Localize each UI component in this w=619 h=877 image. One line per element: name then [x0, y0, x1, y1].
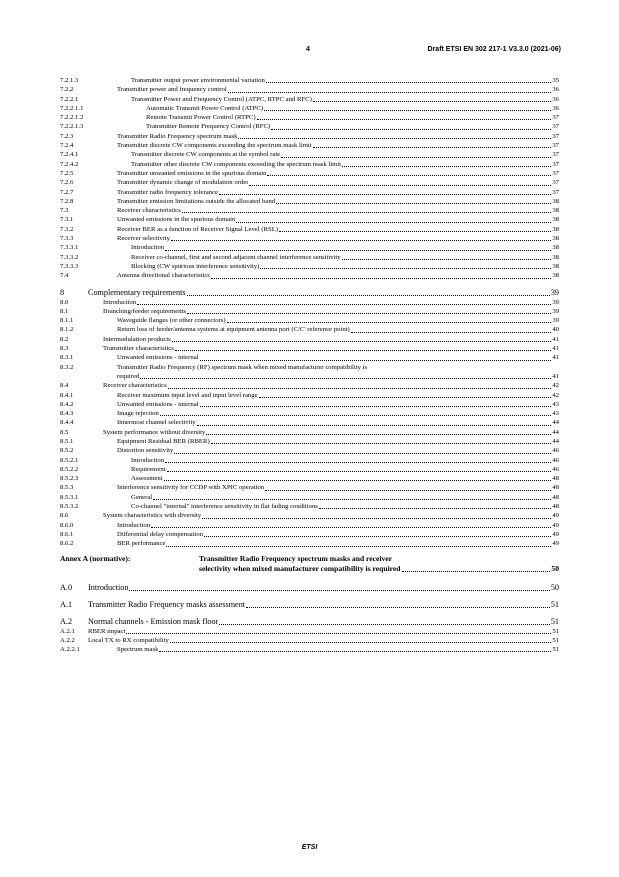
footer-etsi: ETSI — [301, 844, 318, 851]
toc-page: 38 — [552, 225, 559, 233]
toc-leader — [260, 268, 551, 269]
toc-num: 7.2.2.1 — [60, 95, 79, 103]
toc-num: A.2.1 — [60, 627, 75, 635]
toc-entry[interactable] — [60, 122, 559, 131]
toc-num: 8.3 — [60, 345, 69, 353]
toc-title: System performance without diversity — [103, 428, 206, 436]
toc-page: 37 — [552, 169, 559, 177]
toc-title: Complementary requirements — [88, 287, 186, 297]
toc-title: Transmitter power and frequency control — [117, 86, 227, 94]
toc-leader — [166, 546, 551, 547]
toc-title: Transmitter discrete CW components at the symbol rate — [131, 151, 281, 159]
toc-page: 37 — [552, 160, 559, 168]
toc-page: 48 — [552, 475, 559, 483]
annex-label: Annex A (normative): — [60, 553, 131, 563]
toc-num: 8.4.1 — [60, 391, 74, 399]
toc-leader — [281, 157, 551, 158]
toc-entry[interactable] — [60, 502, 559, 511]
toc-page: 37 — [552, 114, 559, 122]
toc-leader — [197, 425, 552, 426]
toc-num: 7.2.4.1 — [60, 151, 79, 159]
toc-page: 42 — [552, 391, 559, 399]
page-number: 4 — [306, 46, 310, 53]
toc-title: General — [131, 493, 153, 501]
toc-num: 7.2.1.3 — [60, 77, 79, 84]
toc-page: 39 — [552, 298, 559, 306]
toc-leader — [342, 166, 551, 167]
toc-title: Interference sensitivity for CCDP with XPIC operation — [117, 484, 265, 492]
toc-leader — [238, 138, 551, 139]
toc-num: 8.1 — [60, 307, 69, 315]
toc-title: Transmitter output power environmental variation — [131, 77, 265, 84]
toc-leader — [259, 397, 552, 398]
toc-leader — [342, 259, 552, 260]
toc-num: 8.0 — [60, 298, 69, 306]
toc-title: Transmitter emission limitations outside the allocated band — [117, 197, 276, 205]
toc-title: Transmitter Power and Frequency Control (ATPC, RTPC and RFC) — [131, 95, 312, 103]
toc-page: 41 — [552, 335, 559, 343]
toc-entry[interactable] — [60, 188, 559, 197]
toc-title: Transmitter discrete CW components exceeding the spectrum mask limit — [117, 142, 312, 150]
toc-entry[interactable] — [60, 150, 559, 159]
toc-title: Branching/feeder requirements — [103, 307, 186, 315]
toc-page: 37 — [552, 188, 559, 196]
toc-num: 7.3.3 — [60, 235, 74, 243]
toc-entry[interactable] — [60, 428, 559, 437]
toc-title: Introduction — [117, 521, 151, 529]
toc-leader — [236, 222, 551, 223]
toc-title: Transmitter Radio Frequency (RF) spectrum mask when mixed manufacturer compatibility is — [117, 363, 368, 371]
toc-page: 41 — [552, 372, 559, 380]
toc-title: Introduction — [131, 456, 165, 464]
toc-num: 8.5.3.2 — [60, 503, 79, 511]
toc-page: 38 — [552, 244, 559, 252]
table-of-contents — [60, 76, 559, 654]
toc-title: Blocking (CW spurious interference sensitivity) — [131, 262, 260, 270]
toc-leader — [313, 147, 552, 148]
toc-leader — [159, 651, 551, 652]
toc-num: 8.5.1 — [60, 437, 74, 445]
toc-title: Receiver selectivity — [117, 235, 170, 243]
toc-num: 8.5.3 — [60, 484, 74, 492]
toc-num: 8.4.2 — [60, 400, 74, 408]
toc-page: 39 — [552, 317, 559, 325]
toc-title: Automatic Transmit Power Control (ATPC) — [146, 104, 264, 112]
toc-leader — [313, 101, 551, 102]
toc-title: Introduction — [88, 582, 129, 592]
toc-entry[interactable] — [60, 511, 559, 520]
toc-entry[interactable] — [60, 113, 559, 122]
toc-entry[interactable] — [60, 178, 559, 187]
toc-title: Spectrum mask — [117, 646, 159, 654]
toc-title: Co-channel "internal" interference sensitivity in flat fading conditions — [131, 503, 318, 511]
toc-page: 38 — [552, 235, 559, 243]
annex-heading[interactable] — [60, 554, 559, 576]
toc-num: 8 — [60, 287, 65, 297]
toc-entry[interactable] — [60, 418, 559, 427]
toc-annex-a2[interactable] — [60, 616, 559, 627]
toc-leader — [168, 388, 552, 389]
toc-num: 8.6.0 — [60, 521, 74, 529]
toc-entry[interactable] — [60, 234, 559, 243]
toc-leader — [266, 82, 551, 83]
toc-leader — [276, 203, 551, 204]
toc-entry[interactable] — [60, 262, 559, 271]
toc-title: Equipment Residual BER (RBER) — [117, 437, 210, 445]
toc-leader — [206, 434, 551, 435]
toc-page: 37 — [552, 142, 559, 150]
toc-entry[interactable] — [60, 493, 559, 502]
toc-page: 36 — [552, 95, 559, 103]
toc-page: 37 — [552, 132, 559, 140]
toc-page: 51 — [550, 616, 559, 626]
toc-leader — [267, 175, 551, 176]
toc-page: 51 — [552, 646, 559, 654]
toc-entry[interactable] — [60, 160, 559, 169]
toc-leader — [219, 194, 551, 195]
toc-leader — [187, 295, 550, 296]
toc-title: Antenna directional characteristics — [117, 272, 210, 280]
toc-page: 38 — [552, 216, 559, 224]
toc-title: Transmitter Radio Frequency masks assessment — [88, 599, 246, 609]
toc-title: Return loss of feeder/antenna systems at equipment antenna port (C/C' reference point) — [117, 326, 350, 334]
toc-page: 51 — [552, 636, 559, 644]
toc-page: 38 — [552, 207, 559, 215]
toc-entry[interactable] — [60, 85, 559, 94]
toc-entry[interactable] — [60, 307, 559, 316]
toc-page: 48 — [552, 493, 559, 501]
toc-title: Receiver maximum input level and input level range — [117, 391, 258, 399]
toc-num: 8.5.2.3 — [60, 475, 79, 483]
toc-num: 8.6 — [60, 512, 69, 520]
toc-leader — [160, 415, 552, 416]
toc-page: 41 — [552, 345, 559, 353]
toc-entry[interactable] — [60, 325, 559, 334]
toc-leader — [153, 499, 551, 500]
toc-entry[interactable] — [60, 316, 559, 325]
toc-num: 8.6.2 — [60, 540, 74, 548]
toc-num: 8.4.3 — [60, 410, 74, 418]
toc-page: 49 — [552, 530, 559, 538]
toc-entry[interactable] — [60, 132, 559, 141]
toc-entry[interactable] — [60, 141, 559, 150]
toc-entry[interactable] — [60, 539, 559, 548]
toc-page: 46 — [552, 447, 559, 455]
toc-leader — [204, 536, 551, 537]
toc-num: 8.5.2.1 — [60, 456, 79, 464]
toc-page: 38 — [552, 272, 559, 280]
toc-annex-a0[interactable] — [60, 582, 559, 593]
toc-leader — [402, 571, 551, 572]
toc-title: RBER impact — [88, 627, 126, 635]
toc-page: 44 — [552, 437, 559, 445]
toc-title: Assessment — [131, 475, 163, 483]
toc-num: 8.1.1 — [60, 317, 74, 325]
annex-page: 50 — [551, 563, 559, 573]
toc-leader — [211, 443, 552, 444]
toc-leader — [182, 212, 552, 213]
toc-page: 44 — [552, 419, 559, 427]
toc-num: 8.4.4 — [60, 419, 74, 427]
toc-entry[interactable] — [60, 465, 559, 474]
toc-entry[interactable] — [60, 298, 559, 307]
toc-page: 51 — [550, 599, 559, 609]
toc-page: 48 — [552, 503, 559, 511]
toc-entry[interactable] — [60, 391, 559, 400]
toc-title: System characteristics with diversity — [103, 512, 202, 520]
toc-title: Transmitter characteristics — [103, 345, 174, 353]
toc-entry[interactable] — [60, 456, 559, 465]
toc-page: 37 — [552, 123, 559, 131]
toc-entry[interactable] — [60, 409, 559, 418]
toc-title: Transmitter dynamic change of modulation order — [117, 179, 249, 187]
toc-page: 51 — [552, 627, 559, 635]
toc-entry[interactable] — [60, 353, 559, 362]
toc-leader — [165, 250, 551, 251]
toc-entry[interactable] — [60, 76, 559, 85]
toc-title: Transmitter other discrete CW components exceeding the spectrum mask limit — [131, 160, 342, 168]
toc-page: 48 — [552, 484, 559, 492]
toc-title: Differential delay compensation — [117, 530, 204, 538]
toc-num: 8.5.2 — [60, 447, 74, 455]
toc-num: A.2.2 — [60, 636, 75, 644]
toc-page: 40 — [552, 326, 559, 334]
toc-leader — [170, 642, 551, 643]
toc-section-8a — [60, 298, 559, 363]
toc-num: 8.5.2.2 — [60, 465, 79, 473]
toc-leader — [167, 471, 552, 472]
toc-leader — [271, 129, 551, 130]
toc-entry[interactable] — [60, 483, 559, 492]
toc-num: 7.3.3.3 — [60, 262, 79, 270]
toc-entry[interactable] — [60, 335, 559, 344]
toc-num: 8.5 — [60, 428, 69, 436]
toc-entry[interactable] — [60, 206, 559, 215]
toc-leader — [319, 508, 551, 509]
toc-leader — [165, 462, 551, 463]
toc-entry[interactable] — [60, 243, 559, 252]
toc-leader — [351, 332, 552, 333]
toc-title: Receiver characteristics — [117, 207, 181, 215]
toc-leader — [265, 490, 551, 491]
toc-title: Distortion sensitivity — [117, 447, 174, 455]
toc-leader — [174, 453, 551, 454]
toc-num: A.0 — [60, 582, 73, 592]
toc-title: Unwanted emissions in the spurious domain — [117, 216, 236, 224]
document-title: Draft ETSI EN 302 217-1 V3.3.0 (2021-06) — [427, 46, 561, 53]
toc-num: A.2.2.1 — [60, 646, 80, 654]
toc-title: Local TX to RX compatibility — [88, 636, 169, 644]
toc-entry[interactable] — [60, 474, 559, 483]
toc-page: 37 — [552, 151, 559, 159]
toc-page: 39 — [552, 307, 559, 315]
toc-num: 7.2.4 — [60, 142, 74, 150]
toc-num: 7.2.2.1.2 — [60, 114, 84, 122]
toc-num: 7.3.3.2 — [60, 253, 79, 261]
toc-title: Unwanted emissions - internal — [117, 400, 199, 408]
toc-page: 41 — [552, 354, 559, 362]
toc-title: BER performance — [117, 540, 166, 548]
toc-title: Introduction — [103, 298, 137, 306]
toc-leader — [129, 590, 549, 591]
toc-entry[interactable] — [60, 104, 559, 113]
toc-num: 7.2.2.1.3 — [60, 123, 84, 131]
toc-page: 37 — [552, 179, 559, 187]
toc-page: 38 — [552, 253, 559, 261]
toc-num: A.2 — [60, 616, 73, 626]
toc-title: Receiver BER as a function of Receiver Signal Level (RSL) — [117, 225, 279, 233]
toc-num: 8.5.3.1 — [60, 493, 79, 501]
toc-title: Transmitter Radio Frequency spectrum mask — [117, 132, 238, 140]
toc-entry[interactable] — [60, 627, 559, 636]
toc-page: 38 — [552, 262, 559, 270]
toc-leader — [279, 231, 551, 232]
toc-leader — [246, 607, 550, 608]
toc-entry[interactable] — [60, 169, 559, 178]
toc-leader — [228, 92, 552, 93]
toc-entry[interactable] — [60, 381, 559, 390]
toc-num: 7.3.1 — [60, 216, 74, 224]
toc-leader — [187, 313, 551, 314]
toc-page: 49 — [552, 521, 559, 529]
toc-entry[interactable] — [60, 253, 559, 262]
toc-page: 46 — [552, 465, 559, 473]
toc-page: 36 — [552, 104, 559, 112]
toc-leader — [211, 278, 551, 279]
toc-leader — [249, 185, 551, 186]
toc-num: 8.3.1 — [60, 354, 74, 362]
toc-num: 7.3.2 — [60, 225, 74, 233]
toc-title: Image rejection — [117, 410, 159, 418]
toc-leader — [137, 304, 551, 305]
toc-num: 8.6.1 — [60, 530, 74, 538]
toc-num: A.1 — [60, 599, 73, 609]
toc-leader — [126, 633, 551, 634]
toc-num: 7.2.7 — [60, 188, 74, 196]
toc-title: Innermost channel selectivity — [117, 419, 196, 427]
toc-title: Introduction — [131, 244, 165, 252]
toc-leader — [172, 341, 552, 342]
toc-leader — [227, 322, 552, 323]
annex-title-line1: Transmitter Radio Frequency spectrum masks and receiver — [199, 553, 393, 563]
toc-entry[interactable] — [60, 636, 559, 645]
toc-num: 7.2.5 — [60, 169, 74, 177]
toc-num: 7.2.2.1.1 — [60, 104, 84, 112]
toc-annex-a1[interactable] — [60, 599, 559, 610]
toc-num: 8.4 — [60, 382, 69, 390]
toc-page: 36 — [552, 86, 559, 94]
toc-num: 7.3.3.1 — [60, 244, 79, 252]
toc-title: Requirement — [131, 465, 166, 473]
toc-section-annex-a2 — [60, 627, 559, 655]
toc-num: 8.1.2 — [60, 326, 74, 334]
toc-entry[interactable] — [60, 197, 559, 206]
toc-leader — [164, 480, 552, 481]
toc-num: 7.2.3 — [60, 132, 74, 140]
toc-entry[interactable] — [60, 363, 559, 372]
toc-section-7 — [60, 76, 559, 281]
toc-page: 35 — [552, 77, 559, 84]
toc-title: Receiver co-channel, first and second adjacent channel interference sensitivity — [131, 253, 341, 261]
toc-leader — [200, 406, 552, 407]
toc-page: 44 — [552, 428, 559, 436]
toc-leader — [200, 360, 552, 361]
toc-entry[interactable] — [60, 95, 559, 104]
toc-leader — [175, 350, 551, 351]
toc-entry[interactable] — [60, 344, 559, 353]
toc-title: Receiver characteristics — [103, 382, 167, 390]
toc-leader — [264, 110, 551, 111]
toc-num: 7.2.2 — [60, 86, 74, 94]
toc-page: 43 — [552, 410, 559, 418]
toc-page: 39 — [550, 287, 559, 297]
toc-entry[interactable] — [60, 521, 559, 530]
toc-entry[interactable] — [60, 215, 559, 224]
toc-num: 8.3.2 — [60, 363, 74, 371]
toc-section-8b — [60, 381, 559, 548]
toc-entry[interactable] — [60, 271, 559, 280]
toc-page: 38 — [552, 197, 559, 205]
toc-entry-continued[interactable] — [60, 372, 559, 381]
toc-page: 42 — [552, 382, 559, 390]
toc-title: Waveguide flanges (or other connectors) — [117, 317, 226, 325]
toc-entry[interactable] — [60, 225, 559, 234]
toc-entry[interactable] — [60, 645, 559, 654]
toc-entry[interactable] — [60, 400, 559, 409]
toc-num: 7.4 — [60, 272, 69, 280]
toc-num: 7.3 — [60, 207, 69, 215]
toc-leader — [257, 119, 552, 120]
toc-num: 7.2.6 — [60, 179, 74, 187]
toc-entry[interactable] — [60, 446, 559, 455]
toc-title: Normal channels - Emission mask floor — [88, 616, 219, 626]
toc-page: 49 — [552, 540, 559, 548]
toc-leader — [171, 240, 551, 241]
toc-leader — [202, 518, 551, 519]
toc-page: 46 — [552, 456, 559, 464]
toc-entry[interactable] — [60, 530, 559, 539]
toc-page: 49 — [552, 512, 559, 520]
toc-num: 8.2 — [60, 335, 69, 343]
toc-entry[interactable] — [60, 437, 559, 446]
toc-page: 50 — [550, 582, 559, 592]
toc-title: Transmitter radio frequency tolerance — [117, 188, 218, 196]
toc-title: Remote Transmit Power Control (RTPC) — [146, 114, 256, 122]
toc-page: 43 — [552, 400, 559, 408]
toc-num: 7.2.8 — [60, 197, 74, 205]
toc-leader — [219, 624, 550, 625]
toc-num: 7.2.4.2 — [60, 160, 79, 168]
toc-title: Intermodulation products — [103, 335, 171, 343]
toc-title: required — [117, 372, 140, 380]
toc-title: Unwanted emissions - internal — [117, 354, 199, 362]
annex-title-line2: selectivity when mixed manufacturer compatibility is required — [199, 563, 401, 573]
toc-heading-8[interactable] — [60, 287, 559, 298]
toc-leader — [140, 378, 551, 379]
toc-leader — [151, 527, 551, 528]
toc-title: Transmitter unwanted emissions in the spurious domain — [117, 169, 267, 177]
toc-title: Transmitter Remote Frequency Control (RFC) — [146, 123, 271, 131]
